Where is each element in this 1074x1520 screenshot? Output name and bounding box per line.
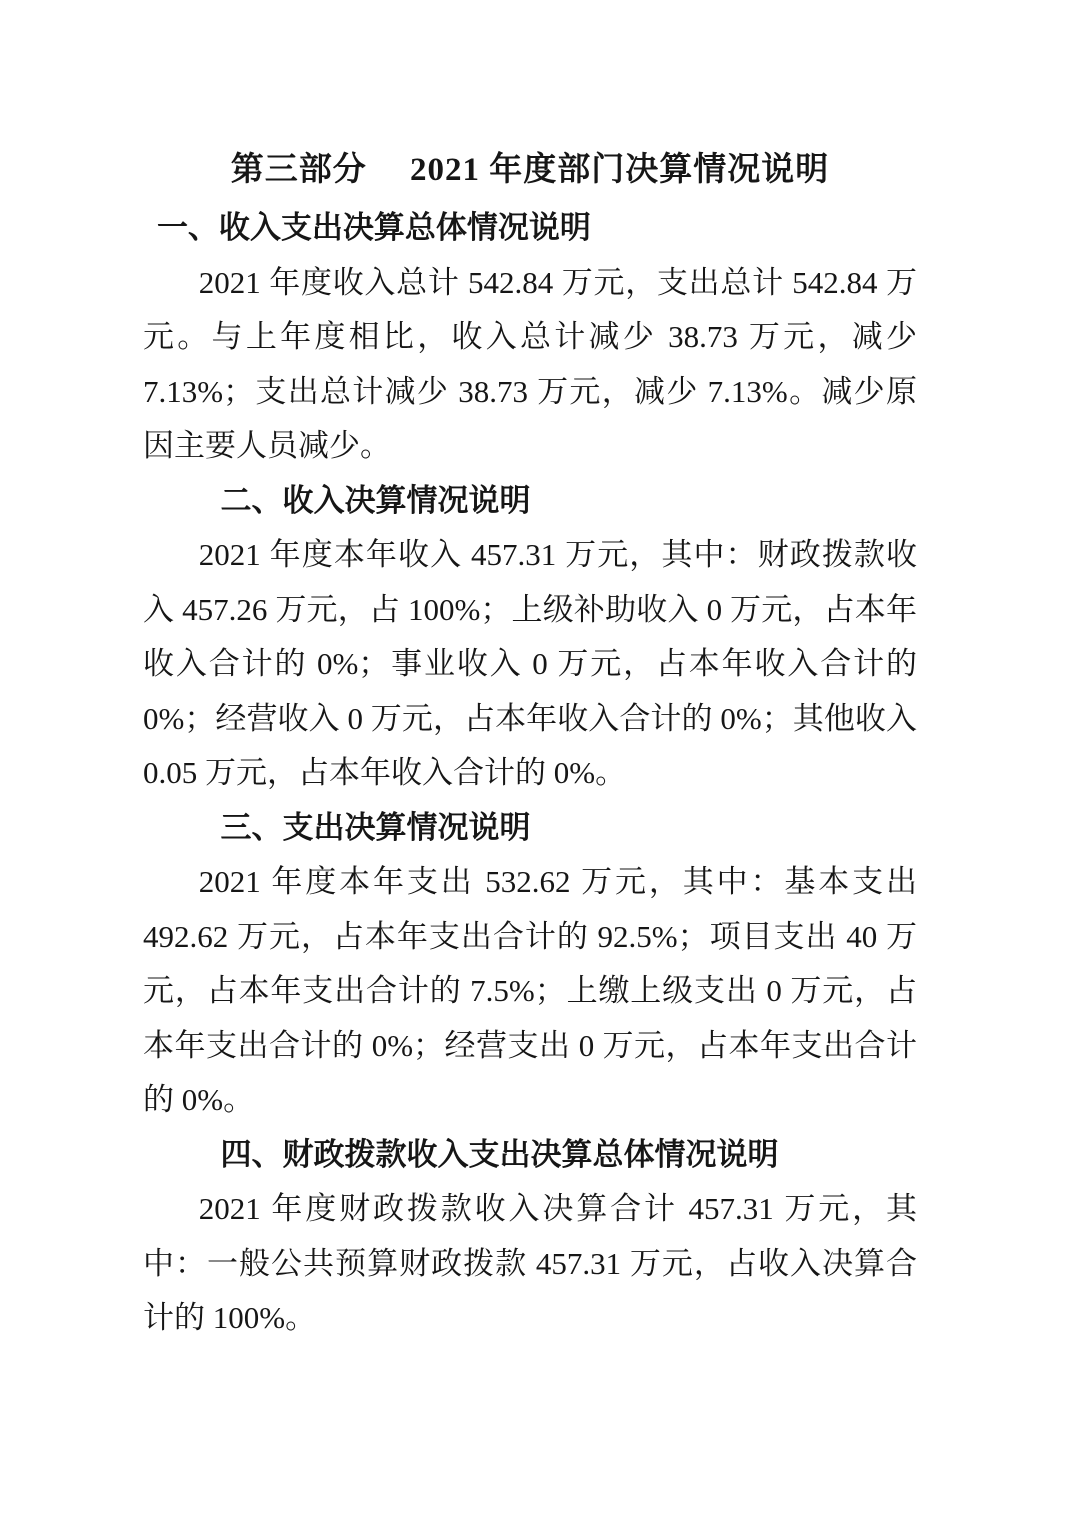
paragraph: 2021 年度本年收入 457.31 万元，其中：财政拨款收入 457.26 万元，占 100%；上级补助收入 0 万元，占本年收入合计的 0%；事业收入 0 万元，占本年收入合计的 0%；经营收入 0 万元，占本年收入合计的 0%；其他收入 0.05 万元，占本年收入合计的 0%。	[143, 537, 917, 790]
paragraph: 2021 年度本年支出 532.62 万元，其中：基本支出 492.62 万元，占本年支出合计的 92.5%；项目支出 40 万元，占本年支出合计的 7.5%；上缴上级支出 0 万元，占本年支出合计的 0%；经营支出 0 万元，占本年支出合计的 0%。	[143, 864, 917, 1117]
paragraph: 2021 年度收入总计 542.84 万元，支出总计 542.84 万元。与上年度相比，收入总计减少 38.73 万元，减少 7.13%；支出总计减少 38.73 万元，减少 7.13%。减少原因主要人员减少。	[143, 264, 917, 463]
section-heading: 一、收入支出决算总体情况说明	[156, 210, 591, 245]
section-heading: 二、收入决算情况说明	[220, 482, 531, 518]
document-content	[143, 141, 917, 1346]
sections	[143, 201, 917, 1346]
page-title: 第三部分 2021 年度部门决算情况说明	[230, 152, 830, 188]
section-heading: 三、支出决算情况说明	[220, 809, 531, 845]
section-heading: 四、财政拨款收入支出决算总体情况说明	[220, 1136, 779, 1172]
paragraph: 2021 年度财政拨款收入决算合计 457.31 万元，其中：一般公共预算财政拨款 457.31 万元，占收入决算合计的 100%。	[143, 1191, 917, 1335]
